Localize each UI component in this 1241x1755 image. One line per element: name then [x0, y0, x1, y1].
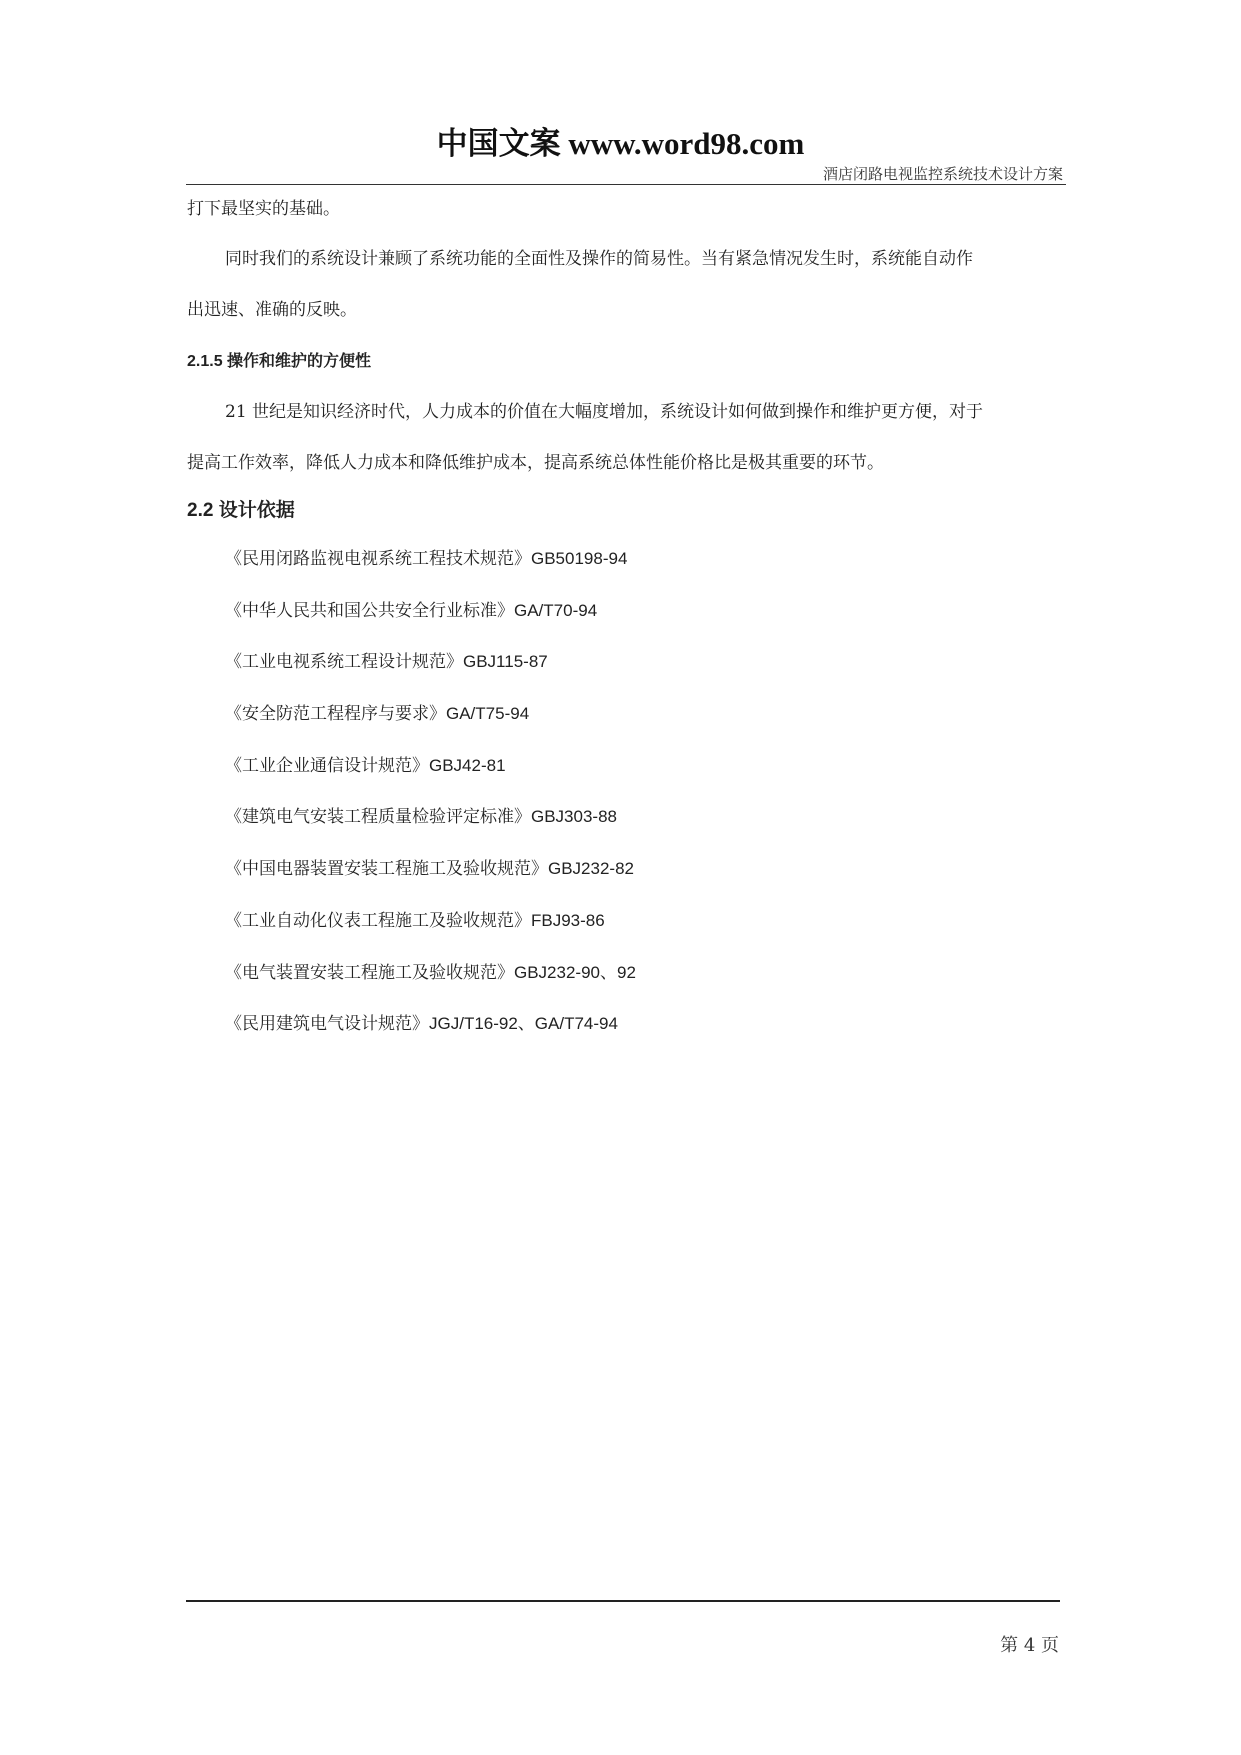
- reference-list: [187, 546, 1059, 1037]
- reference-code: GBJ115-87: [463, 652, 548, 672]
- section-heading-2-1-5: 2.1.5 操作和维护的方便性: [187, 353, 372, 370]
- paragraph-design-line-1: 同时我们的系统设计兼顾了系统功能的全面性及操作的简易性。当有紧急情况发生时，系统能自动作: [225, 249, 973, 269]
- reference-title: 《工业电视系统工程设计规范》: [225, 652, 463, 673]
- reference-code: GBJ232-82: [548, 859, 634, 879]
- reference-item: [187, 753, 1059, 779]
- reference-item: [187, 856, 1059, 882]
- reference-code: GBJ303-88: [531, 807, 617, 827]
- reference-title: 《安全防范工程程序与要求》: [225, 704, 446, 725]
- paragraph-foundation: 打下最坚实的基础。: [187, 199, 340, 219]
- section-heading-2-2: 2.2 设计依据: [187, 500, 295, 521]
- page-number: 第 4 页: [1000, 1635, 1059, 1656]
- footer-rule: [186, 1600, 1060, 1602]
- reference-code: GA/T75-94: [446, 704, 530, 724]
- reference-title: 《中国电器装置安装工程施工及验收规范》: [225, 859, 548, 880]
- reference-title: 《工业自动化仪表工程施工及验收规范》: [225, 910, 531, 931]
- reference-item: [187, 804, 1059, 830]
- reference-item: [187, 546, 1059, 572]
- paragraph-maintenance-line-1: 21 世纪是知识经济时代，人力成本的价值在大幅度增加，系统设计如何做到操作和维护更方便，对于: [225, 402, 984, 422]
- reference-item: [187, 908, 1059, 934]
- header-rule: [186, 184, 1066, 185]
- paragraph-maintenance-line-2: 提高工作效率，降低人力成本和降低维护成本，提高系统总体性能价格比是极其重要的环节。: [187, 453, 884, 473]
- paragraph-design-line-2: 出迅速、准确的反映。: [187, 300, 357, 320]
- reference-item: [187, 701, 1059, 727]
- reference-title: 《中华人民共和国公共安全行业标准》: [225, 600, 514, 621]
- reference-code: FBJ93-86: [531, 910, 605, 930]
- reference-title: 《建筑电气安装工程质量检验评定标准》: [225, 807, 531, 828]
- reference-title: 《工业企业通信设计规范》: [225, 755, 429, 776]
- reference-code: GBJ42-81: [429, 755, 506, 775]
- running-header-title: 酒店闭路电视监控系统技术设计方案: [822, 165, 1063, 183]
- reference-item: [187, 598, 1059, 624]
- document-body: [187, 196, 1059, 1063]
- reference-item: [187, 649, 1059, 675]
- reference-code: JGJ/T16-92、GA/T74-94: [429, 1014, 618, 1034]
- reference-code: GA/T70-94: [514, 600, 598, 620]
- reference-title: 《民用建筑电气设计规范》: [225, 1014, 429, 1035]
- reference-title: 《电气装置安装工程施工及验收规范》: [225, 962, 514, 983]
- reference-item: [187, 1011, 1059, 1037]
- reference-item: [187, 960, 1059, 986]
- reference-code: GBJ232-90、92: [514, 962, 636, 982]
- reference-title: 《民用闭路监视电视系统工程技术规范》: [225, 549, 531, 569]
- reference-code: GB50198-94: [531, 549, 628, 568]
- site-watermark: 中国文案 www.word98.com: [436, 126, 805, 161]
